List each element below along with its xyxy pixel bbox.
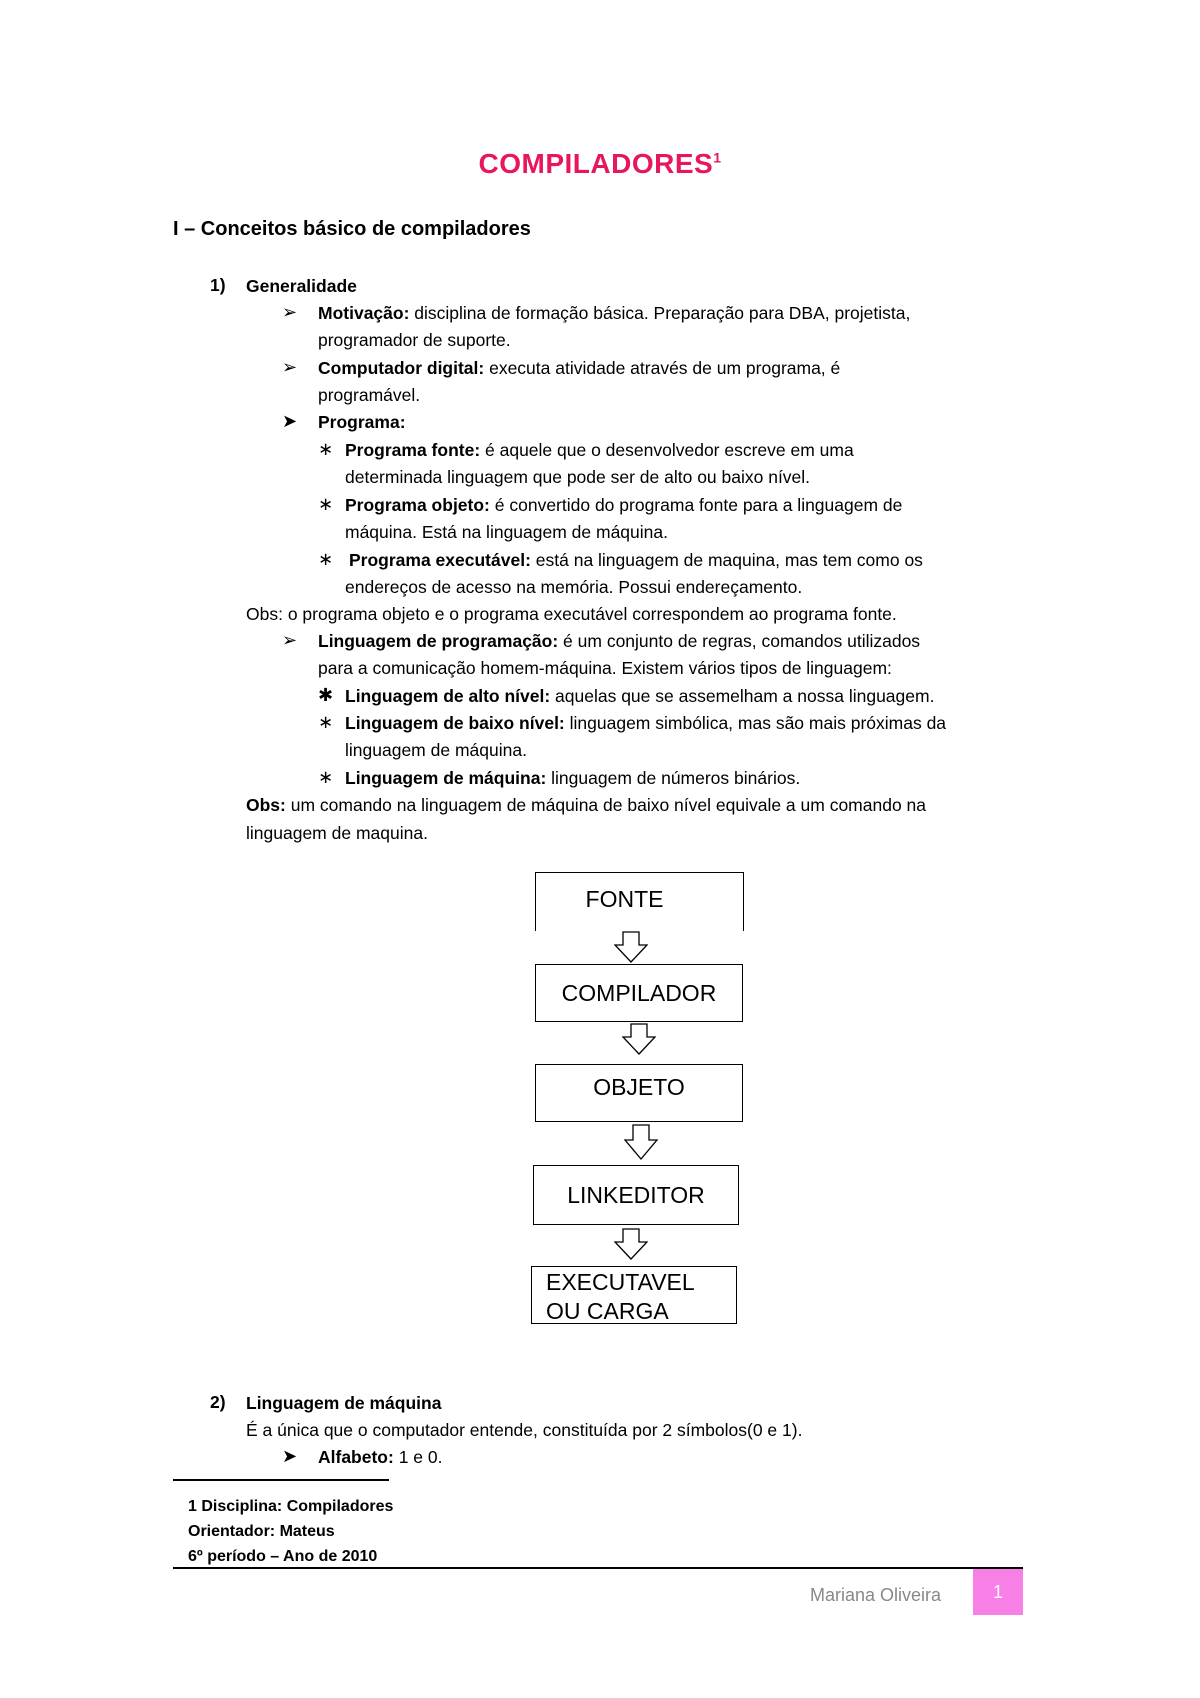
text-line: para a comunicação homem-máquina. Existem vários tipos de linguagem: (318, 658, 892, 678)
flow-box-linkeditor: LINKEDITOR (533, 1165, 739, 1225)
footnote-separator (173, 1479, 389, 1481)
down-arrow-icon (622, 1023, 656, 1055)
text-line: Programa executável: está na linguagem de maquina, mas tem como os (349, 550, 923, 570)
flow-box-compilador: COMPILADOR (535, 964, 743, 1022)
flow-box-objeto: OBJETO (535, 1064, 743, 1122)
text-line: determinada linguagem que pode ser de alto ou baixo nível. (345, 467, 811, 487)
asterisk-bullet-icon: ✱ (318, 685, 334, 705)
text-line: Obs: um comando na linguagem de máquina de baixo nível equivale a um comando na (246, 795, 927, 815)
arrow-bullet-icon: ➤ (282, 1446, 298, 1466)
item-heading: Generalidade (246, 276, 357, 296)
asterisk-bullet-icon: ∗ (318, 767, 334, 787)
item-number: 1) (210, 275, 226, 295)
down-arrow-icon (614, 931, 648, 963)
text-line: máquina. Está na linguagem de máquina. (345, 522, 668, 542)
page-number: 1 (973, 1569, 1023, 1615)
down-arrow-icon (624, 1124, 658, 1160)
text-line: Linguagem de baixo nível: linguagem simbólica, mas são mais próximas da (345, 713, 947, 733)
footnote-line: 1 Disciplina: Compiladores (188, 1498, 394, 1515)
section-heading: I – Conceitos básico de compiladores (173, 218, 531, 240)
text-line: Alfabeto: 1 e 0. (318, 1447, 443, 1467)
text-line: endereços de acesso na memória. Possui endereçamento. (345, 577, 803, 597)
text-line: Obs: o programa objeto e o programa executável correspondem ao programa fonte. (246, 604, 897, 624)
item-heading: Linguagem de máquina (246, 1393, 442, 1413)
footnote-line: Orientador: Mateus (188, 1523, 335, 1540)
text-line: linguagem de maquina. (246, 823, 428, 843)
arrow-bullet-icon: ➢ (282, 630, 298, 650)
title-text: COMPILADORES (478, 148, 714, 179)
down-arrow-icon (614, 1228, 648, 1260)
text-line: Motivação: disciplina de formação básica. Preparação para DBA, projetista, (318, 303, 911, 323)
text-line: Linguagem de programação: é um conjunto de regras, comandos utilizados (318, 631, 921, 651)
text-line: Linguagem de alto nível: aquelas que se assemelham a nossa linguagem. (345, 686, 935, 706)
flow-box-fonte: FONTE (535, 872, 744, 931)
title-footnote-ref: 1 (713, 149, 722, 166)
arrow-bullet-icon: ➤ (282, 411, 298, 431)
asterisk-bullet-icon: ∗ (318, 549, 334, 569)
text-line: É a única que o computador entende, constituída por 2 símbolos(0 e 1). (246, 1420, 803, 1440)
text-line: Programa fonte: é aquele que o desenvolvedor escreve em uma (345, 440, 854, 460)
item-number: 2) (210, 1392, 226, 1412)
text-line: linguagem de máquina. (345, 740, 527, 760)
text-line: programador de suporte. (318, 330, 511, 350)
flow-box-executavel (531, 1266, 737, 1324)
text-line: programável. (318, 385, 421, 405)
text-line: Computador digital: executa atividade através de um programa, é (318, 358, 841, 378)
asterisk-bullet-icon: ∗ (318, 712, 334, 732)
flow-box-line: OU CARGA (546, 1298, 669, 1324)
text-line: Programa: (318, 412, 406, 432)
footer-author: Mariana Oliveira (810, 1585, 942, 1605)
footnote-line: 6º período – Ano de 2010 (188, 1548, 378, 1565)
asterisk-bullet-icon: ∗ (318, 494, 334, 514)
asterisk-bullet-icon: ∗ (318, 439, 334, 459)
text-line: Programa objeto: é convertido do programa fonte para a linguagem de (345, 495, 903, 515)
text-line: Linguagem de máquina: linguagem de números binários. (345, 768, 801, 788)
arrow-bullet-icon: ➢ (282, 302, 298, 322)
footer-separator (173, 1567, 1023, 1569)
flow-box-line: EXECUTAVEL (546, 1269, 695, 1295)
document-title (0, 148, 1200, 180)
arrow-bullet-icon: ➢ (282, 357, 298, 377)
